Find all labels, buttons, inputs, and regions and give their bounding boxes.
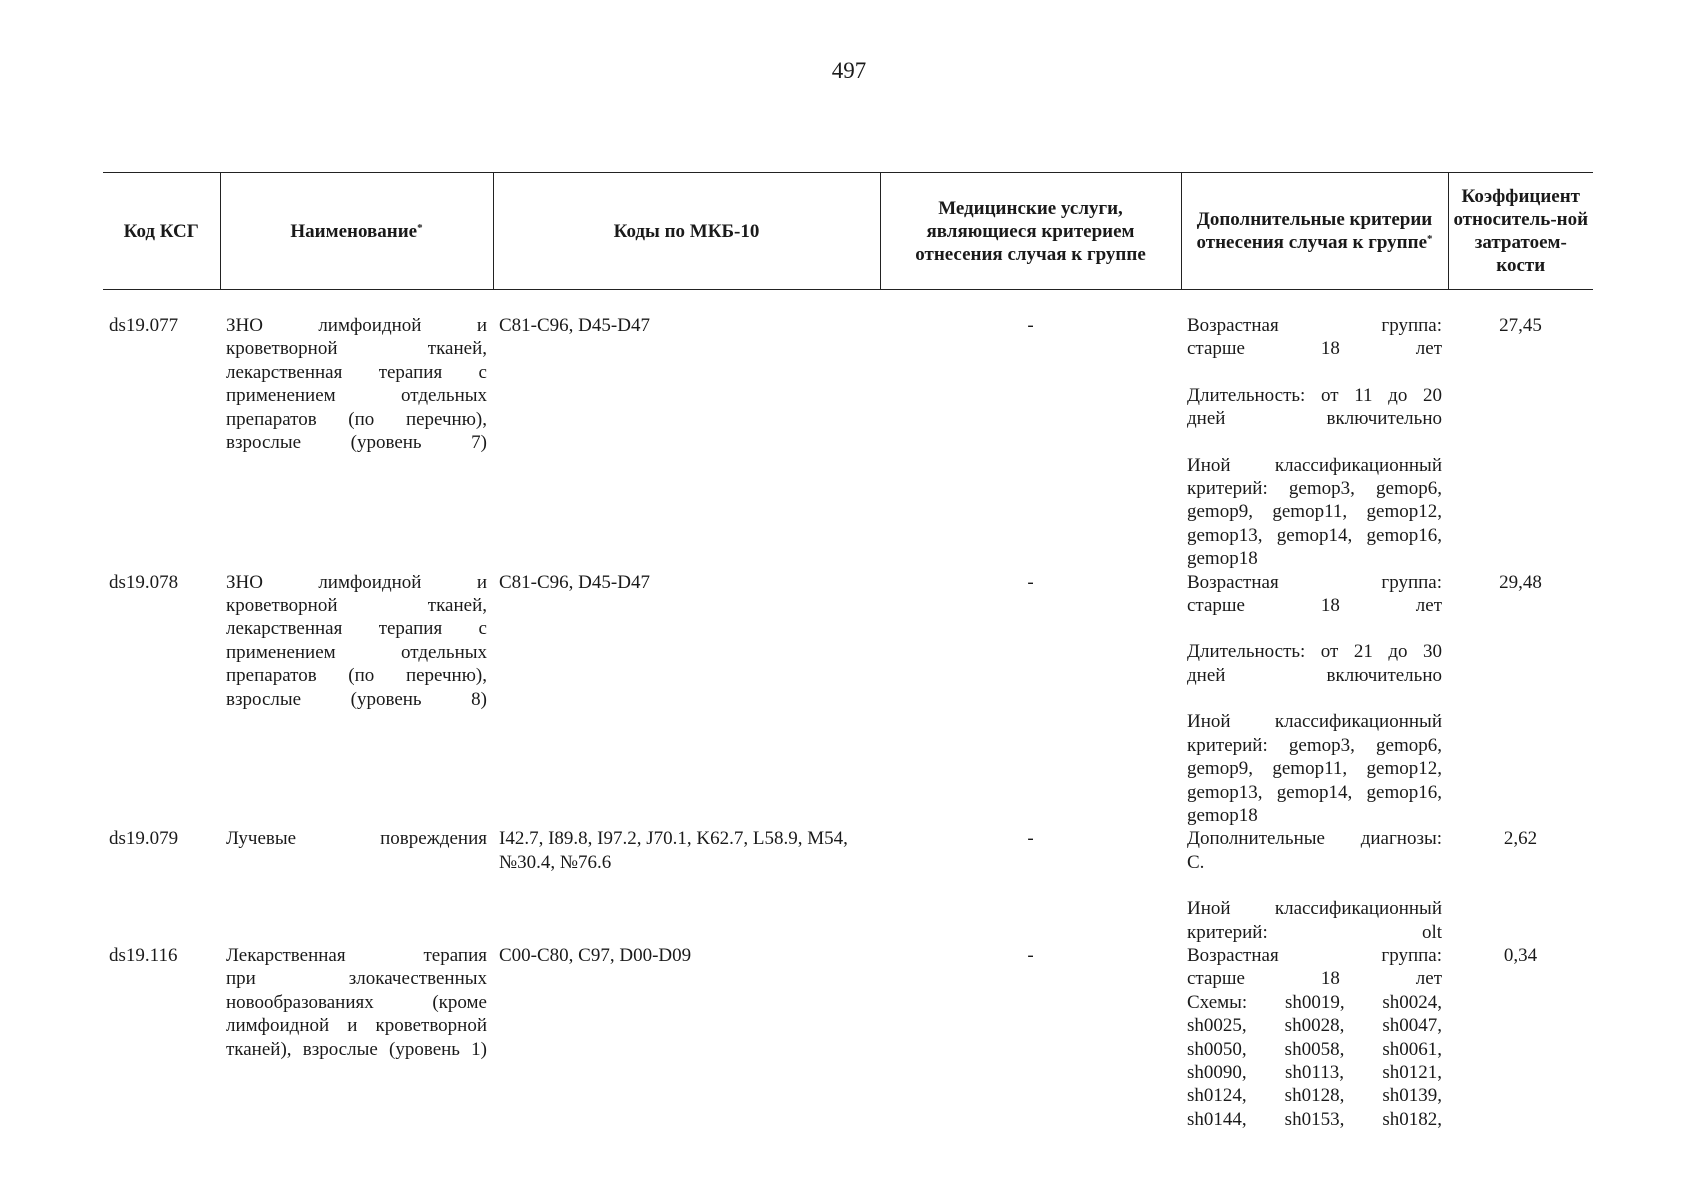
criteria-cell	[1181, 944, 1448, 1131]
ksg-name-cell	[220, 314, 493, 571]
text-line: критерий: olt	[1187, 921, 1442, 943]
table-row	[103, 827, 1593, 944]
criteria-block	[1187, 571, 1442, 618]
text-line: C.	[1187, 851, 1205, 873]
header-name: Наименование*	[220, 173, 493, 290]
text-line: Иной классификационный	[1187, 454, 1442, 476]
icd-codes-cell: C81-C96, D45-D47	[499, 315, 650, 336]
text-line: Лекарственная терапия	[226, 944, 487, 966]
text-line: дней включительно	[1187, 408, 1442, 430]
ksg-table	[103, 172, 1593, 1131]
text-line: Иной классификационный	[1187, 898, 1442, 920]
criteria-block	[1187, 640, 1442, 687]
table-body	[103, 290, 1593, 1132]
header-code: Код КСГ	[103, 173, 220, 290]
text-line: взрослые (уровень 8)	[226, 688, 487, 710]
coefficient-cell: 29,48	[1499, 571, 1542, 593]
table-header	[103, 173, 1593, 290]
criteria-block	[1187, 454, 1442, 571]
text-line: препаратов (по перечню),	[226, 408, 487, 430]
text-line: применением отдельных	[226, 385, 487, 407]
text-line: sh0090, sh0113, sh0121,	[1187, 1061, 1442, 1083]
coefficient-cell: 2,62	[1503, 828, 1538, 850]
criteria-cell	[1181, 571, 1448, 828]
text-line: Схемы: sh0019, sh0024,	[1187, 991, 1442, 1013]
text-line: лекарственная терапия с	[226, 361, 487, 383]
text-line: gemop13, gemop14, gemop16,	[1187, 524, 1442, 546]
criteria-block	[1187, 710, 1442, 827]
text-line: gemop9, gemop11, gemop12,	[1187, 758, 1442, 780]
text-line: старше 18 лет	[1187, 968, 1442, 990]
text-line: sh0144, sh0153, sh0182,	[1187, 1108, 1442, 1130]
text-line: sh0025, sh0028, sh0047,	[1187, 1015, 1442, 1037]
footnote-mark: *	[1427, 233, 1433, 245]
text-line: старше 18 лет	[1187, 595, 1442, 617]
text-line: критерий: gemop3, gemop6,	[1187, 734, 1442, 756]
text-line: gemop13, gemop14, gemop16,	[1187, 781, 1442, 803]
ksg-code-cell: ds19.077	[109, 315, 179, 336]
ksg-code-cell: ds19.078	[109, 571, 179, 593]
text-line: взрослые (уровень 7)	[226, 432, 487, 454]
services-cell: -	[1027, 828, 1034, 850]
text-line: Иной классификационный	[1187, 711, 1442, 733]
ksg-name-cell	[220, 571, 493, 828]
text-line: тканей), взрослые (уровень 1)	[226, 1038, 487, 1060]
page-number: 497	[831, 58, 867, 83]
criteria-block	[1187, 897, 1442, 944]
services-cell: -	[1027, 571, 1034, 593]
icd-codes-cell: C81-C96, D45-D47	[499, 571, 650, 593]
icd-codes-cell: I42.7, I89.8, I97.2, J70.1, K62.7, L58.9, M54, №30.4, №76.6	[499, 828, 848, 873]
services-cell: -	[1027, 315, 1034, 336]
text-line: препаратов (по перечню),	[226, 665, 487, 687]
ksg-code-cell: ds19.079	[109, 828, 179, 850]
text-line: кроветворной тканей,	[226, 595, 487, 617]
coefficient-cell: 0,34	[1503, 944, 1538, 966]
header-icd: Коды по МКБ-10	[493, 173, 880, 290]
header-coef: Коэффициент относитель-ной затратоем-кости	[1448, 173, 1593, 290]
text-line: gemop18	[1187, 548, 1258, 570]
text-line: Возрастная группа:	[1187, 571, 1442, 593]
criteria-block	[1187, 944, 1442, 1131]
text-line: лимфоидной и кроветворной	[226, 1015, 487, 1037]
text-line: Дополнительные диагнозы:	[1187, 828, 1442, 850]
text-line: критерий: gemop3, gemop6,	[1187, 478, 1442, 500]
table-row	[103, 571, 1593, 828]
text-line: старше 18 лет	[1187, 338, 1442, 360]
coefficient-cell: 27,45	[1499, 315, 1542, 336]
footnote-mark: *	[417, 221, 423, 234]
text-line: дней включительно	[1187, 664, 1442, 686]
text-line: sh0124, sh0128, sh0139,	[1187, 1085, 1442, 1107]
text-line: новообразованиях (кроме	[226, 991, 487, 1013]
ksg-name-cell	[220, 827, 493, 944]
table-row	[103, 944, 1593, 1131]
text-line: при злокачественных	[226, 968, 487, 990]
text-line: Лучевые повреждения	[226, 828, 487, 850]
criteria-cell	[1181, 827, 1448, 944]
text-line: кроветворной тканей,	[226, 338, 487, 360]
text-line: sh0050, sh0058, sh0061,	[1187, 1038, 1442, 1060]
criteria-block	[1187, 384, 1442, 431]
text-line: применением отдельных	[226, 641, 487, 663]
icd-codes-cell: C00-C80, C97, D00-D09	[499, 944, 692, 966]
criteria-block	[1187, 314, 1442, 361]
text-line: лекарственная терапия с	[226, 618, 487, 640]
text-line: Возрастная группа:	[1187, 944, 1442, 966]
header-services: Медицинские услуги, являющиеся критерием отнесения случая к группе	[880, 173, 1181, 290]
text-line: Длительность: от 11 до 20	[1187, 384, 1442, 406]
text-line: Длительность: от 21 до 30	[1187, 641, 1442, 663]
text-line: ЗНО лимфоидной и	[226, 571, 487, 593]
ksg-name-cell	[220, 944, 493, 1131]
text-line: gemop9, gemop11, gemop12,	[1187, 501, 1442, 523]
text-line: ЗНО лимфоидной и	[226, 315, 487, 336]
header-criteria: Дополнительные критерии отнесения случая к группе*	[1181, 173, 1448, 290]
criteria-cell	[1181, 314, 1448, 571]
table-row	[103, 314, 1593, 571]
criteria-block	[1187, 827, 1442, 874]
ksg-code-cell: ds19.116	[109, 944, 178, 966]
text-line: gemop18	[1187, 804, 1258, 826]
text-line: Возрастная группа:	[1187, 315, 1442, 336]
services-cell: -	[1027, 944, 1034, 966]
